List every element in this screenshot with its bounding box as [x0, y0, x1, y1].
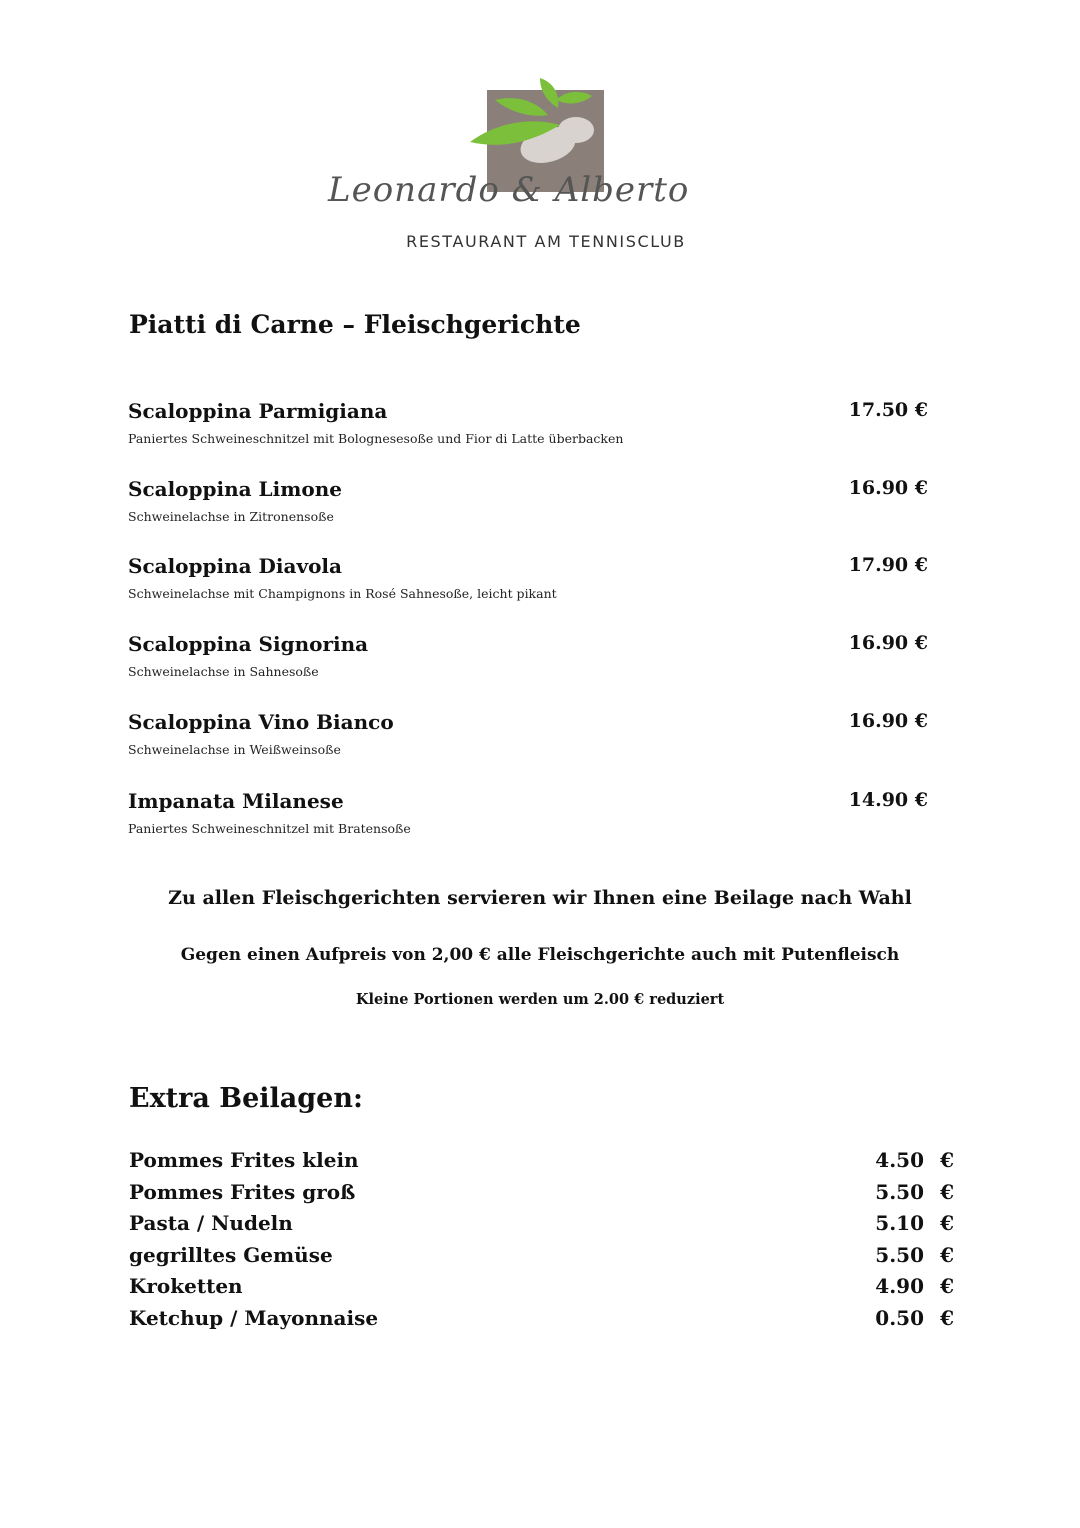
side-name: Ketchup / Mayonnaise: [129, 1306, 379, 1330]
currency-symbol: €: [940, 1180, 954, 1204]
dish-name: Scaloppina Limone: [128, 477, 342, 501]
currency-symbol: €: [940, 1274, 954, 1298]
side-name: Kroketten: [129, 1274, 243, 1298]
side-price: 4.90: [875, 1274, 924, 1298]
side-item: [129, 1148, 954, 1176]
menu-item: [128, 477, 928, 527]
dish-price: 14.90 €: [848, 789, 928, 811]
side-item: [129, 1211, 954, 1239]
note-small-portion: Kleine Portionen werden um 2.00 € reduziert: [355, 991, 725, 1008]
dish-description: Paniertes Schweineschnitzel mit Bratensoße: [128, 821, 411, 836]
dish-price: 16.90 €: [848, 710, 928, 732]
side-item: [129, 1243, 954, 1271]
note-turkey-surcharge: Gegen einen Aufpreis von 2,00 € alle Fleischgerichte auch mit Putenfleisch: [180, 945, 900, 965]
menu-item: [128, 399, 928, 449]
side-item: [129, 1306, 954, 1334]
dish-description: Schweinelachse in Sahnesoße: [128, 664, 319, 679]
meat-section-title: Piatti di Carne – Fleischgerichte: [129, 310, 581, 339]
dish-description: Paniertes Schweineschnitzel mit Bolognesesoße und Fior di Latte überbacken: [128, 431, 624, 446]
menu-item: [128, 632, 928, 682]
side-price: 5.50: [875, 1243, 924, 1267]
side-price: 5.50: [875, 1180, 924, 1204]
restaurant-logo: [320, 70, 760, 260]
note-side-dish: Zu allen Fleischgerichten servieren wir Ihnen eine Beilage nach Wahl: [168, 887, 912, 909]
side-price: 0.50: [875, 1306, 924, 1330]
side-name: Pommes Frites klein: [129, 1148, 359, 1172]
brand-name: Leonardo & Alberto: [328, 170, 690, 210]
dish-name: Scaloppina Signorina: [128, 632, 369, 656]
currency-symbol: €: [940, 1243, 954, 1267]
side-name: Pommes Frites groß: [129, 1180, 356, 1204]
side-item: [129, 1274, 954, 1302]
currency-symbol: €: [940, 1306, 954, 1330]
menu-item: [128, 710, 928, 760]
dish-name: Scaloppina Diavola: [128, 554, 342, 578]
side-item: [129, 1180, 954, 1208]
brand-tagline: RESTAURANT AM TENNISCLUB: [406, 232, 686, 251]
dish-price: 17.90 €: [848, 554, 928, 576]
side-price: 4.50: [875, 1148, 924, 1172]
dish-name: Scaloppina Parmigiana: [128, 399, 388, 423]
dish-name: Scaloppina Vino Bianco: [128, 710, 394, 734]
dish-description: Schweinelachse in Zitronensoße: [128, 509, 334, 524]
menu-item: [128, 789, 928, 839]
side-price: 5.10: [875, 1211, 924, 1235]
currency-symbol: €: [940, 1211, 954, 1235]
currency-symbol: €: [940, 1148, 954, 1172]
dish-description: Schweinelachse mit Champignons in Rosé Sahnesoße, leicht pikant: [128, 586, 557, 601]
dish-name: Impanata Milanese: [128, 789, 344, 813]
dish-price: 16.90 €: [848, 477, 928, 499]
dish-price: 16.90 €: [848, 632, 928, 654]
side-name: gegrilltes Gemüse: [129, 1243, 333, 1267]
dish-price: 17.50 €: [848, 399, 928, 421]
menu-item: [128, 554, 928, 604]
side-name: Pasta / Nudeln: [129, 1211, 293, 1235]
sides-section-title: Extra Beilagen:: [129, 1083, 363, 1114]
dish-description: Schweinelachse in Weißweinsoße: [128, 742, 341, 757]
